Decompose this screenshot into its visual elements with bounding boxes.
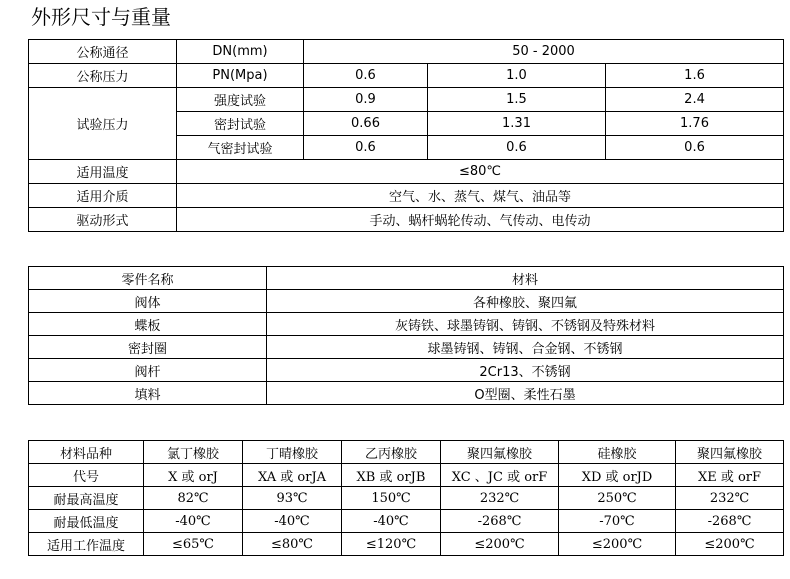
param-cell: 气密封试验 [177, 136, 304, 160]
value-cell: 82℃ [144, 487, 243, 510]
value-cell: 232℃ [676, 487, 784, 510]
value-cell: 2.4 [606, 88, 784, 112]
param-cell: 密封试验 [177, 112, 304, 136]
value-cell: ≤200℃ [441, 533, 559, 556]
table-header-row [29, 441, 784, 464]
table-row [29, 464, 784, 487]
value-cell: 1.31 [428, 112, 606, 136]
column-header: 聚四氟橡胶 [441, 441, 559, 464]
value-cell: 232℃ [441, 487, 559, 510]
value-cell: XC 、JC 或 orF [441, 464, 559, 487]
table-row [29, 290, 784, 313]
value-cell: -40℃ [243, 510, 342, 533]
column-header: 零件名称 [29, 267, 267, 290]
column-header: 聚四氟橡胶 [676, 441, 784, 464]
row-label: 驱动形式 [29, 208, 177, 232]
part-name-cell: 阀杆 [29, 359, 267, 382]
column-header: 硅橡胶 [559, 441, 676, 464]
row-label: 适用温度 [29, 160, 177, 184]
value-cell: 1.6 [606, 64, 784, 88]
value-cell: 50 - 2000 [304, 40, 784, 64]
row-label: 公称通径 [29, 40, 177, 64]
table-row [29, 510, 784, 533]
table-row [29, 160, 784, 184]
table-row [29, 64, 784, 88]
table-row [29, 184, 784, 208]
row-label: 耐最高温度 [29, 487, 144, 510]
part-name-cell: 密封圈 [29, 336, 267, 359]
value-cell: 0.6 [606, 136, 784, 160]
param-cell: PN(Mpa) [177, 64, 304, 88]
value-cell: 空气、水、蒸气、煤气、油品等 [177, 184, 784, 208]
value-cell: XD 或 orJD [559, 464, 676, 487]
table-row [29, 208, 784, 232]
table-row [29, 382, 784, 405]
param-cell: 强度试验 [177, 88, 304, 112]
value-cell: ≤80℃ [243, 533, 342, 556]
row-label: 适用介质 [29, 184, 177, 208]
table-header-row [29, 267, 784, 290]
materials-table [28, 440, 784, 556]
part-name-cell: 阀体 [29, 290, 267, 313]
row-label: 试验压力 [29, 88, 177, 160]
column-header: 材料 [267, 267, 784, 290]
value-cell: ≤80℃ [177, 160, 784, 184]
value-cell: 手动、蜗杆蜗轮传动、气传动、电传动 [177, 208, 784, 232]
value-cell: -40℃ [342, 510, 441, 533]
material-cell: 2Cr13、不锈钢 [267, 359, 784, 382]
row-label: 公称压力 [29, 64, 177, 88]
table-row [29, 487, 784, 510]
material-cell: O型圈、柔性石墨 [267, 382, 784, 405]
table-row [29, 88, 784, 112]
parts-table [28, 266, 784, 405]
material-cell: 球墨铸钢、铸钢、合金钢、不锈钢 [267, 336, 784, 359]
value-cell: XE 或 orF [676, 464, 784, 487]
part-name-cell: 填料 [29, 382, 267, 405]
table-row [29, 336, 784, 359]
value-cell: 0.6 [428, 136, 606, 160]
column-header: 丁晴橡胶 [243, 441, 342, 464]
column-header: 材料品种 [29, 441, 144, 464]
value-cell: ≤200℃ [676, 533, 784, 556]
value-cell: 0.66 [304, 112, 428, 136]
value-cell: 0.9 [304, 88, 428, 112]
material-cell: 灰铸铁、球墨铸钢、铸钢、不锈钢及特殊材料 [267, 313, 784, 336]
param-cell: DN(mm) [177, 40, 304, 64]
value-cell: 0.6 [304, 136, 428, 160]
value-cell: -40℃ [144, 510, 243, 533]
column-header: 氯丁橡胶 [144, 441, 243, 464]
value-cell: -268℃ [676, 510, 784, 533]
spec-table [28, 39, 784, 232]
value-cell: ≤65℃ [144, 533, 243, 556]
value-cell: ≤200℃ [559, 533, 676, 556]
value-cell: -70℃ [559, 510, 676, 533]
column-header: 乙丙橡胶 [342, 441, 441, 464]
row-label: 适用工作温度 [29, 533, 144, 556]
value-cell: 1.76 [606, 112, 784, 136]
material-cell: 各种橡胶、聚四氟 [267, 290, 784, 313]
value-cell: 1.5 [428, 88, 606, 112]
value-cell: X 或 orJ [144, 464, 243, 487]
value-cell: 0.6 [304, 64, 428, 88]
page-title: 外形尺寸与重量 [31, 5, 171, 29]
value-cell: 93℃ [243, 487, 342, 510]
table-row [29, 313, 784, 336]
row-label: 耐最低温度 [29, 510, 144, 533]
value-cell: -268℃ [441, 510, 559, 533]
part-name-cell: 蝶板 [29, 313, 267, 336]
table-row [29, 533, 784, 556]
value-cell: XA 或 orJA [243, 464, 342, 487]
value-cell: 250℃ [559, 487, 676, 510]
table-row [29, 40, 784, 64]
value-cell: 1.0 [428, 64, 606, 88]
table-row [29, 359, 784, 382]
value-cell: 150℃ [342, 487, 441, 510]
value-cell: XB 或 orJB [342, 464, 441, 487]
row-label: 代号 [29, 464, 144, 487]
value-cell: ≤120℃ [342, 533, 441, 556]
